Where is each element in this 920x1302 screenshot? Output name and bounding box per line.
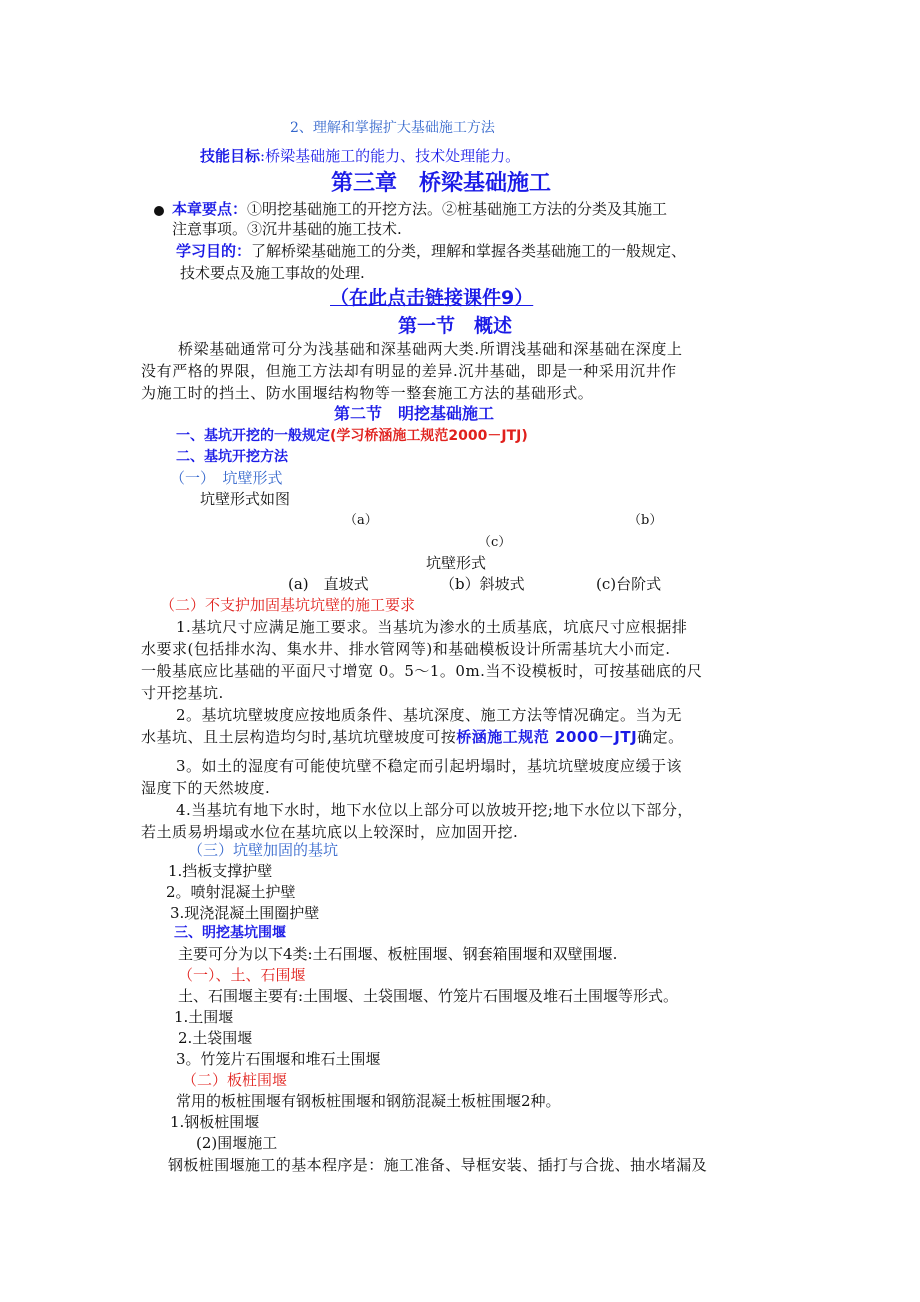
reinforce-item-3: 3.现浇混凝土围圈护壁	[170, 904, 320, 922]
earth-rock-item-3: 3。竹笼片石围堰和堆石土围堰	[176, 1050, 381, 1068]
figure-label-c: (c)台阶式	[596, 575, 662, 593]
sub-unsupported-requirements: （二）不支护加固基坑坑壁的施工要求	[160, 596, 416, 614]
skill-goal	[200, 146, 520, 166]
sub-sheet-pile-cofferdam: （二）板桩围堰	[182, 1071, 288, 1089]
cofferdam-types: 主要可分为以下4类:土石围堰、板桩围堰、钢套箱围堰和双壁围堰.	[178, 945, 618, 963]
section-2-title: 第二节 明挖基础施工	[334, 404, 495, 423]
heading-excavation-rules: 一、基坑开挖的一般规定(学习桥涵施工规范2000－JTJ)	[176, 428, 528, 444]
chapter-title: 第三章 桥梁基础施工	[331, 171, 552, 196]
section-1-title: 第一节 概述	[398, 315, 513, 337]
heading-excavation-methods: 二、基坑开挖方法	[176, 449, 288, 465]
courseware-link[interactable]: （在此点击链接课件9）	[330, 287, 534, 309]
req-3-line-1: 3。如土的湿度有可能使坑壁不稳定而引起坍塌时，基坑坑壁坡度应缓于该	[176, 757, 683, 775]
figure-label-a: (a) 直坡式	[288, 575, 369, 593]
figure-intro: 坑壁形式如图	[200, 490, 291, 508]
reinforce-item-1: 1.挡板支撑护壁	[168, 862, 273, 880]
section-1-line-1: 桥梁基础通常可分为浅基础和深基础两大类.所谓浅基础和深基础在深度上	[178, 340, 683, 358]
standard-ref: (学习桥涵施工规范2000－JTJ)	[330, 428, 528, 444]
earth-rock-item-2: 2.土袋围堰	[178, 1029, 253, 1047]
req-1-line-3: 一般基底应比基础的平面尺寸增宽 0。5～1。0m.当不设模板时，可按基础底的尺	[141, 662, 703, 680]
figure-c-label: （c）	[478, 535, 512, 550]
req-1-line-2: 水要求(包括排水沟、集水井、排水管网等)和基础模板设计所需基坑大小而定.	[141, 640, 671, 658]
section-1-line-2: 没有严格的界限，但施工方法却有明显的差异.沉井基础，即是一种采用沉井作	[141, 362, 677, 380]
sheet-pile-procedure: 钢板桩围堰施工的基本程序是：施工准备、导框安装、插打与合拢、抽水堵漏及	[168, 1156, 708, 1174]
standard-ref-2: 桥涵施工规范 2000－JTJ	[456, 728, 638, 746]
heading-cofferdam: 三、明挖基坑围堰	[174, 925, 286, 941]
sheet-pile-types: 常用的板桩围堰有钢板桩围堰和钢筋混凝土板桩围堰2种。	[176, 1092, 561, 1110]
key-points-line-1: 本章要点：①明挖基础施工的开挖方法。②桩基础施工方法的分类及其施工	[172, 200, 668, 218]
req-2-line-1: 2。基坑坑壁坡度应按地质条件、基坑深度、施工方法等情况确定。当为无	[176, 706, 683, 724]
earth-rock-item-1: 1.土围堰	[174, 1008, 234, 1026]
section-1-line-3: 为施工时的挡土、防水围堰结构物等一整套施工方法的基础形式。	[141, 384, 594, 402]
req-2-line-2: 水基坑、且土层构造均匀时,基坑坑壁坡度可按桥涵施工规范 2000－JTJ确定。	[141, 728, 684, 746]
study-goal-line-1: 学习目的：了解桥梁基础施工的分类，理解和掌握各类基础施工的一般规定、	[176, 242, 687, 260]
earth-rock-types: 土、石围堰主要有:土围堰、土袋围堰、竹笼片石围堰及堆石土围堰等形式。	[178, 987, 679, 1005]
key-points-line-2: 注意事项。③沉井基础的施工技术.	[172, 220, 402, 238]
figure-caption: 坑壁形式	[426, 554, 487, 572]
req-3-line-2: 湿度下的天然坡度.	[141, 779, 271, 797]
reinforce-item-2: 2。喷射混凝土护壁	[166, 883, 296, 901]
sub-wall-form: （一） 坑壁形式	[170, 469, 283, 487]
objective-2: 2、理解和掌握扩大基础施工方法	[290, 120, 495, 136]
req-4-line-2: 若土质易坍塌或水位在基坑底以上较深时，应加固开挖.	[141, 823, 519, 841]
figure-label-b: （b）斜坡式	[440, 575, 525, 593]
key-points-label: 本章要点：	[172, 200, 248, 218]
bullet-icon	[154, 206, 164, 216]
figure-a-label: （a）	[344, 513, 378, 528]
skill-goal-text: :桥梁基础施工的能力、技术处理能力。	[260, 147, 521, 165]
sub-reinforced-pit: （三）坑壁加固的基坑	[188, 841, 339, 859]
skill-goal-label: 技能目标	[200, 147, 261, 165]
req-4-line-1: 4.当基坑有地下水时，地下水位以上部分可以放坡开挖;地下水位以下部分，	[176, 801, 693, 819]
sheet-pile-item-1: 1.钢板桩围堰	[170, 1113, 260, 1131]
req-1-line-4: 寸开挖基坑.	[141, 684, 224, 702]
sub-earth-rock-cofferdam: （一）、土、石围堰	[178, 966, 306, 984]
figure-b-label: （b）	[628, 513, 663, 528]
study-goal-line-2: 技术要点及施工事故的处理.	[180, 264, 365, 282]
study-goal-label: 学习目的：	[176, 242, 252, 260]
sheet-pile-construction: (2)围堰施工	[196, 1134, 278, 1152]
req-1-line-1: 1.基坑尺寸应满足施工要求。当基坑为渗水的土质基底，坑底尺寸应根据排	[176, 618, 688, 636]
